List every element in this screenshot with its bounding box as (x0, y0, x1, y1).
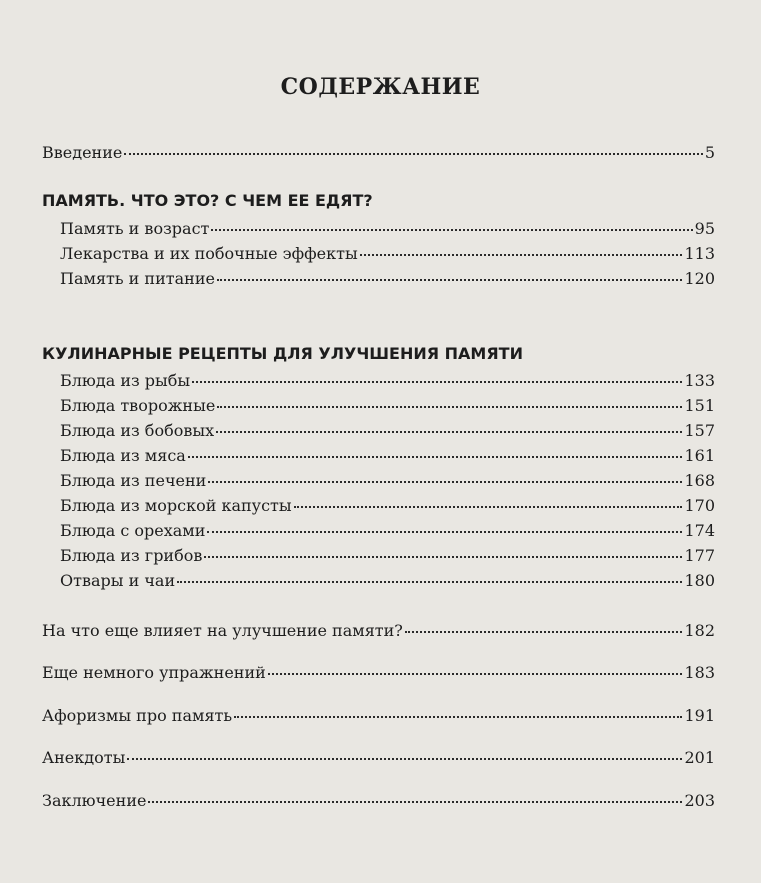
toc-entry (60, 520, 715, 542)
toc-entry (60, 243, 715, 265)
entry-page: 151 (684, 396, 715, 415)
entry-page: 5 (704, 143, 715, 162)
leader-dots (217, 406, 682, 408)
entry-page: 95 (694, 219, 715, 238)
entry-label: Блюда из морской капусты (60, 496, 292, 515)
leader-dots (216, 431, 682, 433)
entry-label: Афоризмы про память (42, 706, 233, 725)
entry-label: Блюда из рыбы (60, 371, 191, 390)
toc-entry (42, 705, 715, 727)
leader-dots (177, 581, 682, 583)
toc-entry (42, 662, 715, 684)
toc-entry (60, 395, 715, 417)
entry-page: 168 (684, 471, 715, 490)
toc-entry (60, 445, 715, 467)
toc-entry (60, 218, 715, 240)
toc-entry (60, 570, 715, 592)
leader-dots (294, 506, 683, 508)
leader-dots (204, 556, 682, 558)
toc-entry (60, 420, 715, 442)
toc-entry (60, 545, 715, 567)
entry-page: 157 (684, 421, 715, 440)
entry-label: Память и питание (60, 269, 215, 288)
leader-dots (217, 279, 683, 281)
toc-entry (60, 470, 715, 492)
leader-dots (211, 229, 692, 231)
entry-page: 177 (684, 546, 715, 565)
page-title: СОДЕРЖАНИЕ (280, 74, 481, 100)
leader-dots (127, 758, 682, 760)
leader-dots (360, 254, 683, 256)
entry-label: Блюда из мяса (60, 446, 186, 465)
entry-page: 203 (684, 791, 715, 810)
entry-page: 183 (684, 663, 715, 682)
entry-label: Анекдоты (42, 748, 126, 767)
toc-entry (42, 747, 715, 769)
section-heading-recipes: КУЛИНАРНЫЕ РЕЦЕПТЫ ДЛЯ УЛУЧШЕНИЯ ПАМЯТИ (42, 344, 523, 363)
leader-dots (124, 153, 702, 155)
entry-label: На что еще влияет на улучшение памяти? (42, 621, 403, 640)
entry-page: 170 (684, 496, 715, 515)
leader-dots (208, 481, 682, 483)
section-heading-memory: ПАМЯТЬ. ЧТО ЭТО? С ЧЕМ ЕЕ ЕДЯТ? (42, 191, 373, 210)
entry-label: Отвары и чаи (60, 571, 176, 590)
leader-dots (192, 381, 682, 383)
leader-dots (188, 456, 683, 458)
entry-label: Блюда из бобовых (60, 421, 215, 440)
entry-label: Заключение (42, 791, 147, 810)
entry-label: Блюда творожные (60, 396, 216, 415)
toc-entry (60, 370, 715, 392)
toc-entry (42, 620, 715, 642)
toc-entry (42, 790, 715, 812)
leader-dots (148, 801, 682, 803)
leader-dots (207, 531, 682, 533)
entry-label: Лекарства и их побочные эффекты (60, 244, 358, 263)
toc-entry-intro (42, 142, 715, 164)
entry-label: Блюда из грибов (60, 546, 203, 565)
entry-page: 161 (684, 446, 715, 465)
entry-page: 201 (684, 748, 715, 767)
entry-page: 191 (684, 706, 715, 725)
entry-label: Блюда из печени (60, 471, 207, 490)
entry-label: Блюда с орехами (60, 521, 206, 540)
entry-page: 113 (684, 244, 715, 263)
entry-page: 174 (684, 521, 715, 540)
leader-dots (234, 716, 682, 718)
toc-entry (60, 268, 715, 290)
entry-page: 133 (684, 371, 715, 390)
entry-label: Память и возраст (60, 219, 210, 238)
leader-dots (405, 631, 683, 633)
entry-page: 182 (684, 621, 715, 640)
entry-label: Введение (42, 143, 123, 162)
entry-page: 120 (684, 269, 715, 288)
leader-dots (268, 673, 683, 675)
entry-label: Еще немного упражнений (42, 663, 266, 682)
entry-page: 180 (684, 571, 715, 590)
toc-entry (60, 495, 715, 517)
